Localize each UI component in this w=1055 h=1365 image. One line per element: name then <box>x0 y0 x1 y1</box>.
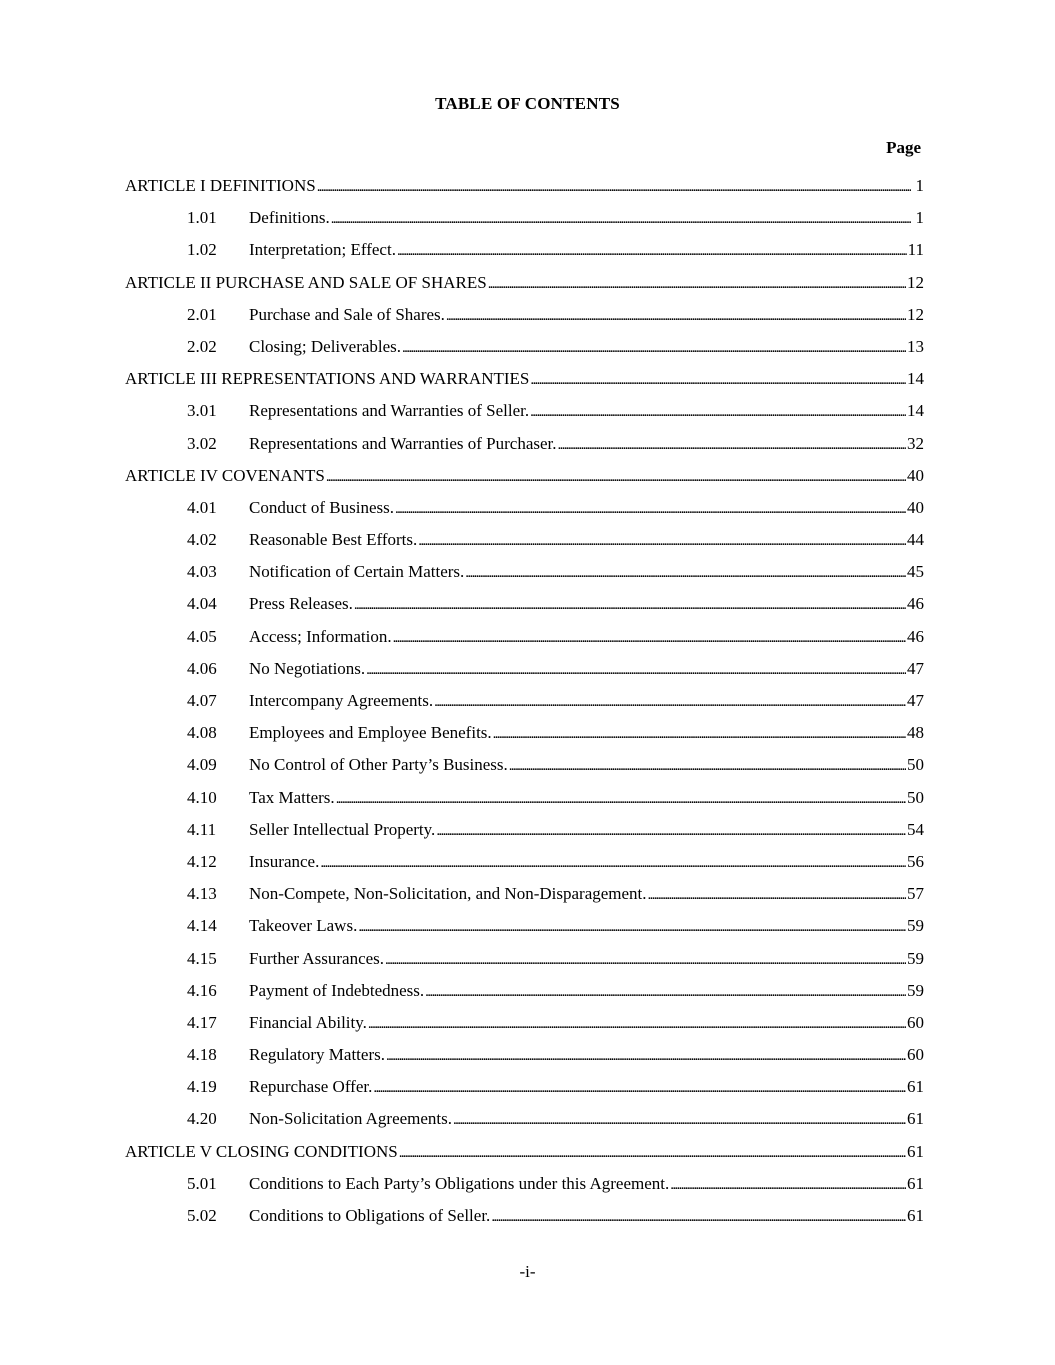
toc-page-number: 44 <box>907 530 924 550</box>
toc-section-entry[interactable] <box>125 240 924 272</box>
toc-section-number: 4.10 <box>187 787 217 807</box>
toc-section-entry[interactable] <box>125 401 924 433</box>
page-title: TABLE OF CONTENTS <box>435 94 620 113</box>
toc-article-entry[interactable] <box>125 176 924 208</box>
toc-page-number: 61 <box>907 1109 924 1129</box>
toc-section-number: 4.15 <box>187 948 217 968</box>
toc-section-entry[interactable] <box>125 820 924 852</box>
toc-section-number: 4.03 <box>187 562 217 582</box>
toc-section-entry[interactable] <box>125 208 924 240</box>
toc-entry-label: Representations and Warranties of Purchaser. <box>249 433 557 453</box>
dot-leader <box>465 562 906 582</box>
toc-section-entry[interactable] <box>125 723 924 755</box>
toc-section-number: 2.01 <box>187 304 217 324</box>
toc-page-number: 40 <box>907 497 924 517</box>
toc-section-number: 1.02 <box>187 240 217 260</box>
dot-leader <box>434 691 906 711</box>
toc-section-number: 1.01 <box>187 208 217 228</box>
toc-section-number: 3.01 <box>187 401 217 421</box>
toc-section-number: 4.19 <box>187 1077 217 1097</box>
toc-entry-label: Employees and Employee Benefits. <box>249 723 492 743</box>
toc-section-number: 4.06 <box>187 658 217 678</box>
toc-entry-label: Tax Matters. <box>249 787 335 807</box>
toc-page-number: 50 <box>907 755 924 775</box>
toc-page-number: 40 <box>907 465 924 485</box>
toc-page-number: 61 <box>907 1077 924 1097</box>
toc-page-number: 61 <box>907 1173 924 1193</box>
page-column-heading: Page <box>886 138 921 157</box>
toc-entry-label: ARTICLE I DEFINITIONS <box>125 176 316 195</box>
toc-section-number: 4.08 <box>187 723 217 743</box>
toc-entry-label: Conditions to Obligations of Seller. <box>249 1206 491 1225</box>
dot-leader <box>354 594 906 614</box>
toc-entry-label: Conditions to Each Party’s Obligations under this Agreement. <box>249 1173 670 1193</box>
toc-section-entry[interactable] <box>125 1109 924 1141</box>
toc-section-entry[interactable] <box>125 949 924 981</box>
toc-page-number: 13 <box>907 336 924 356</box>
toc-page-number: 14 <box>907 401 924 421</box>
toc-section-entry[interactable] <box>125 788 924 820</box>
toc-section-entry[interactable] <box>125 562 924 594</box>
dot-leader <box>331 208 911 228</box>
dot-leader <box>418 530 906 550</box>
toc-section-number: 4.14 <box>187 916 217 936</box>
toc-entry-label: Seller Intellectual Property. <box>249 819 436 839</box>
toc-section-number: 4.02 <box>187 530 217 550</box>
toc-entry-label: Further Assurances. <box>249 948 385 968</box>
toc-page-number: 47 <box>907 691 924 710</box>
toc-page-number: 60 <box>907 1045 924 1065</box>
toc-section-entry[interactable] <box>125 691 924 723</box>
toc-entry-label: Purchase and Sale of Shares. <box>249 304 445 324</box>
toc-section-number: 4.04 <box>187 594 217 614</box>
toc-section-number: 4.13 <box>187 884 217 904</box>
dot-leader <box>530 401 906 421</box>
toc-article-entry[interactable] <box>125 369 924 401</box>
toc-page-number: 57 <box>907 884 924 904</box>
toc-page-number: 59 <box>907 980 924 1000</box>
page-footer-number: -i- <box>519 1262 536 1281</box>
toc-entry-label: ARTICLE III REPRESENTATIONS AND WARRANTIES <box>125 369 530 389</box>
dot-leader <box>493 723 906 743</box>
dot-leader <box>530 369 906 389</box>
toc-section-number: 4.17 <box>187 1012 217 1032</box>
dot-leader <box>320 852 906 872</box>
toc-entry-label: Representations and Warranties of Seller. <box>249 401 530 421</box>
toc-section-entry[interactable] <box>125 981 924 1013</box>
dot-leader <box>395 498 906 518</box>
toc-section-entry[interactable] <box>125 852 924 884</box>
toc-section-entry[interactable] <box>125 1077 924 1109</box>
toc-section-entry[interactable] <box>125 1045 924 1077</box>
toc-entry-label: Conduct of Business. <box>249 497 394 517</box>
toc-section-number: 4.11 <box>187 819 217 839</box>
toc-section-entry[interactable] <box>125 884 924 916</box>
toc-section-entry[interactable] <box>125 1206 924 1238</box>
toc-section-entry[interactable] <box>125 434 924 466</box>
toc-section-entry[interactable] <box>125 498 924 530</box>
toc-section-entry[interactable] <box>125 755 924 787</box>
toc-entry-label: Non-Compete, Non-Solicitation, and Non-Disparagement. <box>249 884 647 904</box>
toc-page-number: 1 <box>915 208 924 228</box>
toc-article-entry[interactable] <box>125 1142 924 1174</box>
toc-section-number: 5.02 <box>187 1206 217 1225</box>
toc-entry-label: Repurchase Offer. <box>249 1077 373 1097</box>
dot-leader <box>326 466 906 486</box>
dot-leader <box>648 884 906 904</box>
toc-entry-label: ARTICLE IV COVENANTS <box>125 465 325 485</box>
toc-page-number: 56 <box>907 851 924 871</box>
toc-page-number: 48 <box>907 723 924 743</box>
toc-entry-label: Closing; Deliverables. <box>249 336 402 356</box>
toc-entry-label: Intercompany Agreements. <box>249 691 434 710</box>
dot-leader <box>453 1109 906 1129</box>
dot-leader <box>336 788 906 808</box>
toc-article-entry[interactable] <box>125 466 924 498</box>
toc-section-number: 4.12 <box>187 851 217 871</box>
toc-entry-label: Reasonable Best Efforts. <box>249 530 418 550</box>
toc-section-number: 2.02 <box>187 336 217 356</box>
toc-entry-label: Financial Ability. <box>249 1012 367 1032</box>
toc-entry-label: Regulatory Matters. <box>249 1045 385 1065</box>
toc-section-entry[interactable] <box>125 1174 924 1206</box>
dot-leader <box>385 949 906 969</box>
toc-page-number: 46 <box>907 626 924 646</box>
toc-section-number: 4.01 <box>187 497 217 517</box>
table-of-contents <box>125 176 924 1238</box>
toc-page-number: 14 <box>907 369 924 389</box>
toc-entry-label: Notification of Certain Matters. <box>249 562 465 582</box>
toc-entry-label: Definitions. <box>249 208 330 228</box>
dot-leader <box>488 273 906 293</box>
dot-leader <box>558 434 906 454</box>
toc-page-number: 1 <box>915 176 924 195</box>
dot-leader <box>446 305 906 325</box>
toc-section-entry[interactable] <box>125 627 924 659</box>
dot-leader <box>317 176 911 196</box>
dot-leader <box>368 1013 906 1033</box>
toc-section-number: 4.18 <box>187 1045 217 1065</box>
toc-entry-label: Payment of Indebtedness. <box>249 980 425 1000</box>
toc-section-entry[interactable] <box>125 1013 924 1045</box>
toc-section-number: 5.01 <box>187 1173 217 1193</box>
dot-leader <box>393 627 906 647</box>
toc-section-number: 4.20 <box>187 1109 217 1129</box>
toc-page-number: 59 <box>907 948 924 968</box>
toc-page-number: 59 <box>907 916 924 936</box>
toc-section-number: 3.02 <box>187 433 217 453</box>
dot-leader <box>670 1174 906 1194</box>
toc-entry-label: Takeover Laws. <box>249 916 358 936</box>
toc-article-entry[interactable] <box>125 273 924 305</box>
toc-entry-label: Press Releases. <box>249 594 353 614</box>
dot-leader <box>509 755 906 775</box>
toc-entry-label: No Control of Other Party’s Business. <box>249 755 508 775</box>
toc-section-number: 4.07 <box>187 691 217 710</box>
toc-entry-label: ARTICLE V CLOSING CONDITIONS <box>125 1141 398 1161</box>
dot-leader <box>397 240 907 260</box>
toc-section-entry[interactable] <box>125 594 924 626</box>
dot-leader <box>436 820 906 840</box>
toc-section-number: 4.05 <box>187 626 217 646</box>
toc-section-entry[interactable] <box>125 916 924 948</box>
toc-section-entry[interactable] <box>125 659 924 691</box>
toc-entry-label: No Negotiations. <box>249 658 366 678</box>
toc-page-number: 61 <box>907 1141 924 1161</box>
dot-leader <box>373 1077 906 1097</box>
toc-page-number: 61 <box>907 1206 924 1225</box>
dot-leader <box>366 659 906 679</box>
toc-page-number: 54 <box>907 819 924 839</box>
toc-entry-label: Non-Solicitation Agreements. <box>249 1109 453 1129</box>
toc-page-number: 11 <box>907 240 924 260</box>
toc-page-number: 60 <box>907 1012 924 1032</box>
toc-page-number: 50 <box>907 787 924 807</box>
toc-entry-label: Interpretation; Effect. <box>249 240 396 260</box>
toc-entry-label: ARTICLE II PURCHASE AND SALE OF SHARES <box>125 272 487 292</box>
toc-page-number: 12 <box>907 304 924 324</box>
toc-entry-label: Access; Information. <box>249 626 392 646</box>
toc-page-number: 12 <box>907 272 924 292</box>
dot-leader <box>399 1142 906 1162</box>
dot-leader <box>425 981 906 1001</box>
dot-leader <box>491 1206 906 1226</box>
dot-leader <box>386 1045 906 1065</box>
dot-leader <box>402 337 906 357</box>
toc-section-entry[interactable] <box>125 337 924 369</box>
toc-section-number: 4.16 <box>187 980 217 1000</box>
toc-section-number: 4.09 <box>187 755 217 775</box>
toc-page-number: 46 <box>907 594 924 614</box>
toc-page-number: 47 <box>907 658 924 678</box>
toc-page-number: 32 <box>907 433 924 453</box>
dot-leader <box>358 916 906 936</box>
toc-page-number: 45 <box>907 562 924 582</box>
toc-entry-label: Insurance. <box>249 851 320 871</box>
toc-section-entry[interactable] <box>125 305 924 337</box>
toc-section-entry[interactable] <box>125 530 924 562</box>
